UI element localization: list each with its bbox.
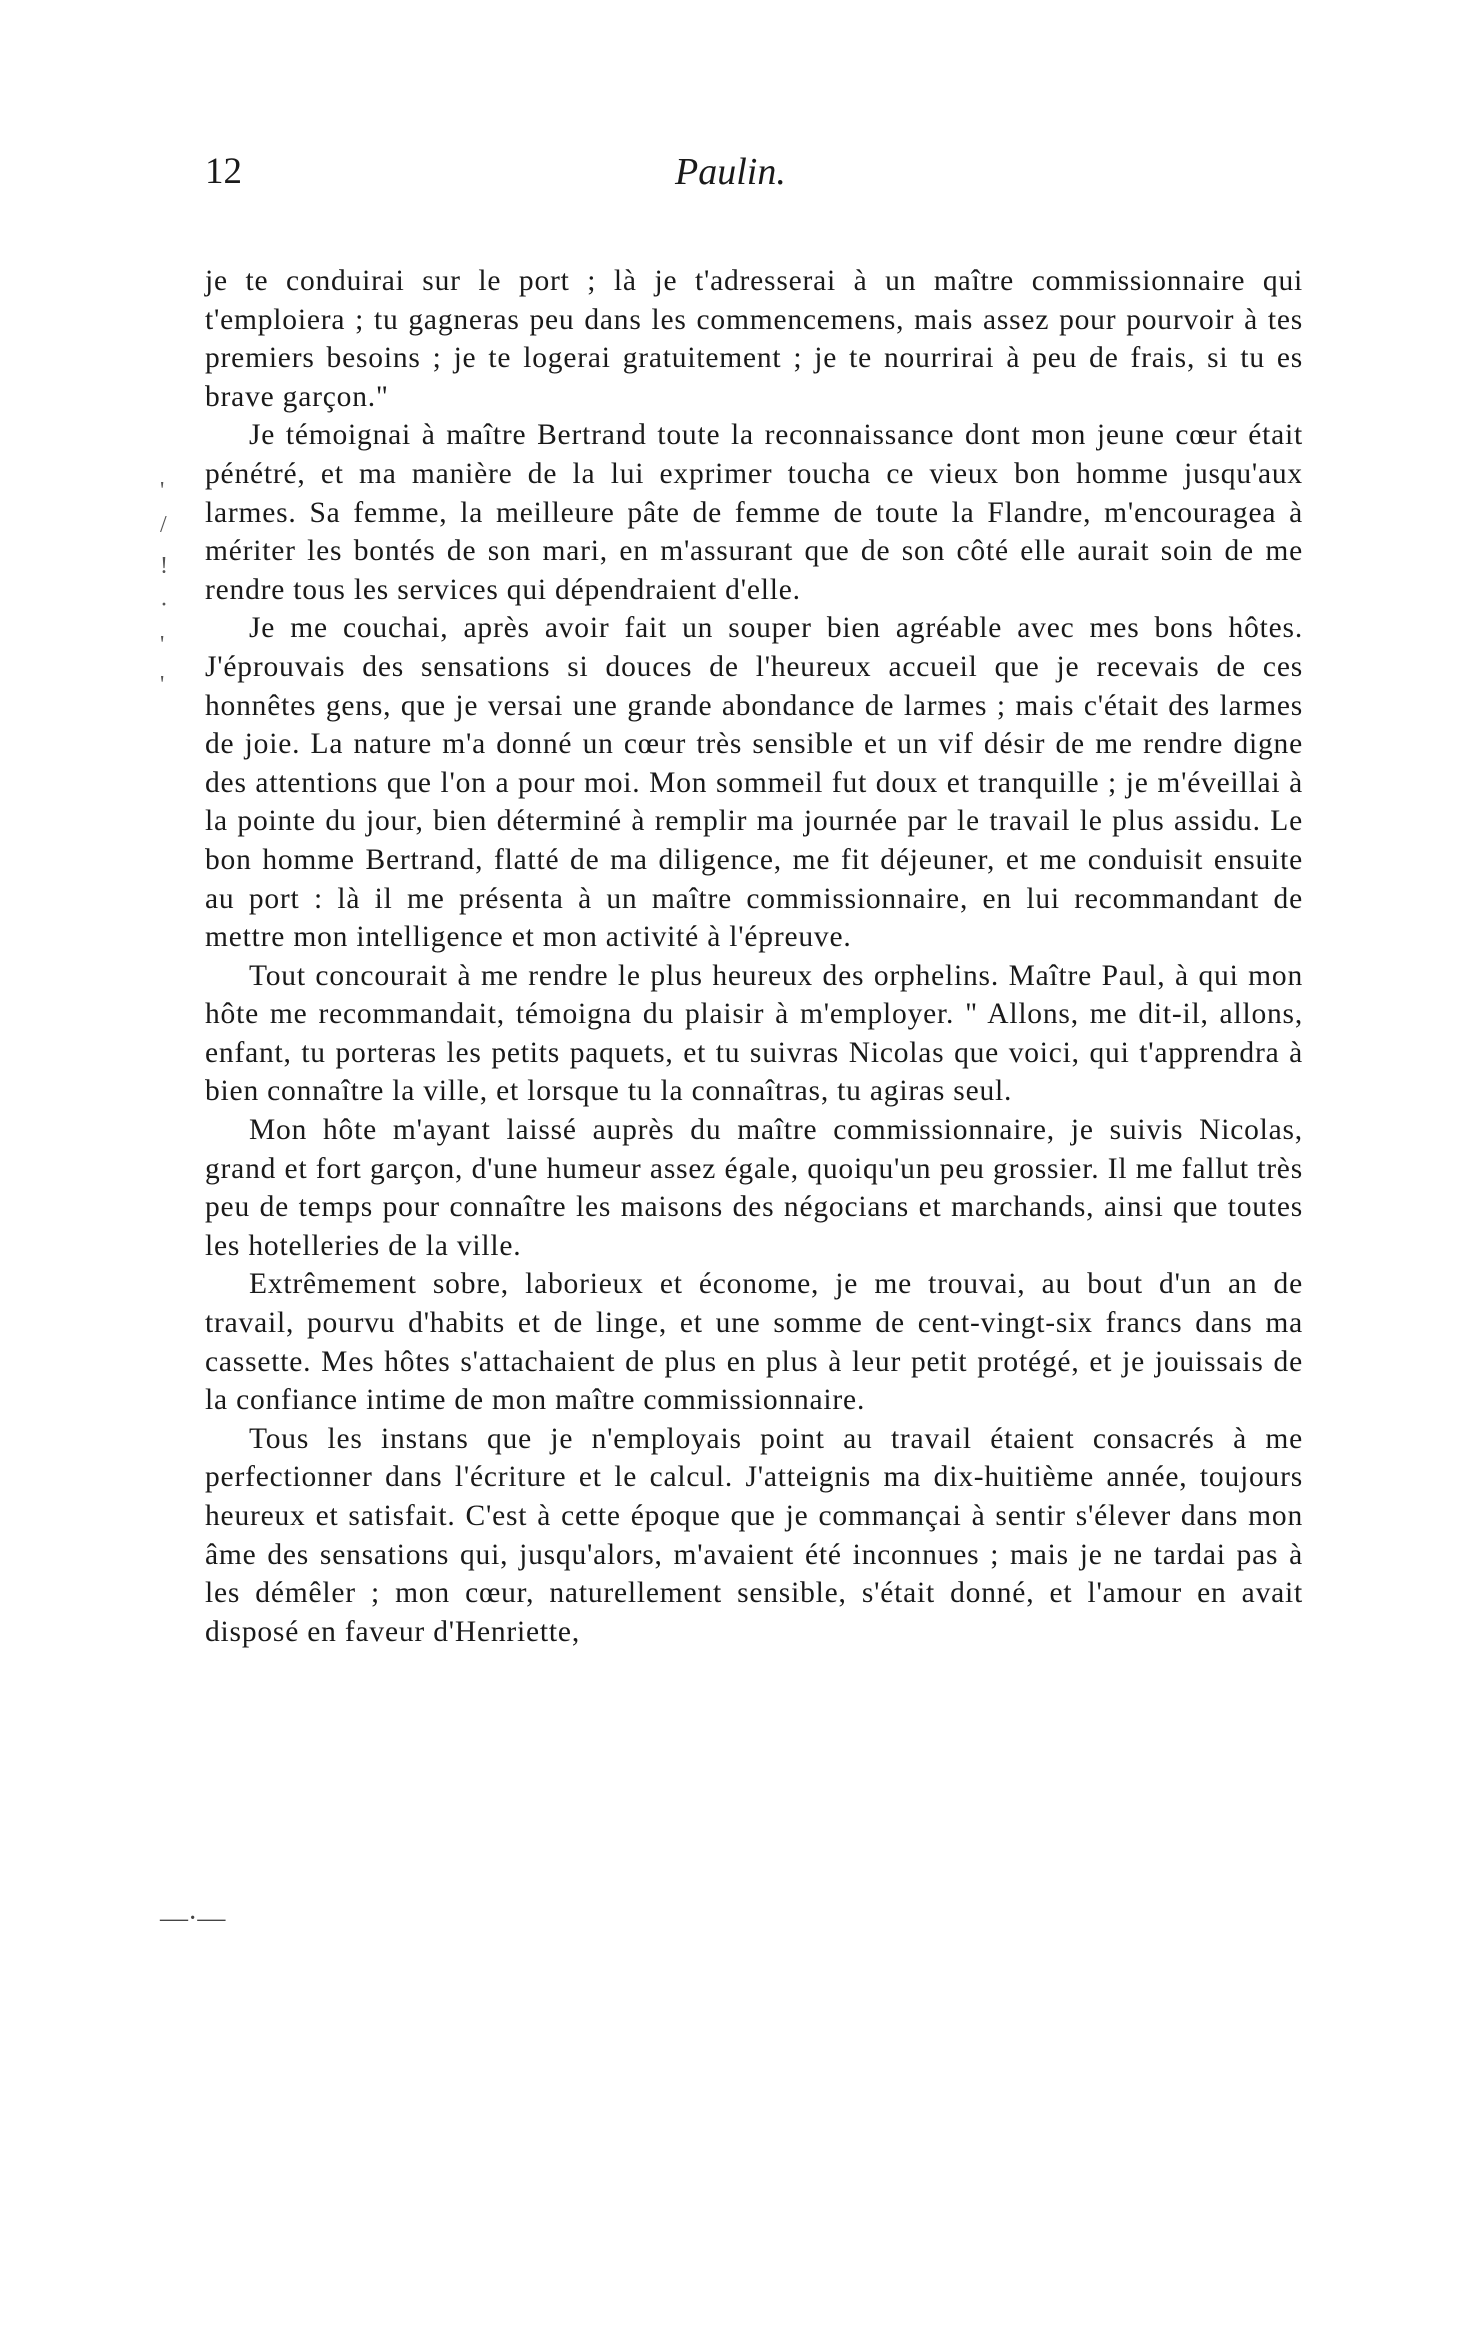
paragraph: je te conduirai sur le port ; là je t'adresserai à un maître commissionnaire qui t'emploiera ; tu gagneras peu dans les commencemens, mais assez pour pourvoir à tes premiers besoins ; je te logerai gratuitement ; je te nourrirai à peu de frais, si tu es brave garçon." [205,265,1303,413]
margin-mark: ' [160,478,165,504]
running-title: Paulin. [675,151,786,193]
page-number: 12 [205,151,242,192]
margin-mark: ' [160,632,165,658]
paragraph: Extrêmement sobre, laborieux et économe, je me trouvai, au bout d'un an de travail, pourvu d'habits et de linge, et une somme de cent-vingt-six francs dans ma cassette. Mes hôtes s'attachaient de plus en plus à leur petit protégé, et je jouissais de la confiance intime de mon maître commissionnaire. [205,1268,1303,1417]
margin-mark: · [160,592,168,618]
paragraph: Tout concourait à me rendre le plus heureux des orphelins. Maître Paul, à qui mon hôte me recommandait, témoigna du plaisir à m'employer. " Allons, me dit-il, allons, enfant, tu porteras les petits paquets, et tu suivras Nicolas que voici, qui t'apprendra à bien connaître la ville, et lorsque tu la connaîtras, tu agiras seul. [205,959,1303,1108]
page-header [205,150,1305,220]
margin-mark: ! [160,553,168,579]
paragraph: Mon hôte m'ayant laissé auprès du maître commissionnaire, je suivis Nicolas, grand et fort garçon, d'une humeur assez égale, quoiqu'un peu grossier. Il me fallut très peu de temps pour connaître les maisons des négocians et marchands, ainsi que toutes les hotelleries de la ville. [205,1114,1303,1262]
margin-dash: —·— [160,1903,226,1934]
paragraph: Tous les instans que je n'employais point au travail étaient consacrés à me perfectionner dans l'écriture et le calcul. J'atteignis ma dix-huitième année, toujours heureux et satisfait. C'est à cette époque que je commançai à sentir s'élever dans mon âme des sensations qui, jusqu'alors, m'avaient été inconnues ; mais je ne tardai pas à les démêler ; mon cœur, naturellement sensible, s'était donné, et l'amour en avait disposé en faveur d'Henriette, [205,1422,1303,1648]
body-text [205,262,1303,1651]
margin-mark: ' [160,672,165,698]
margin-mark: / [160,512,167,538]
paragraph: Je témoignai à maître Bertrand toute la reconnaissance dont mon jeune cœur était pénétré, et ma manière de la lui exprimer toucha ce vieux bon homme jusqu'aux larmes. Sa femme, la meilleure pâte de femme de toute la Flandre, m'encouragea à mériter les bontés de son mari, en m'assurant que de son côté elle aurait soin de me rendre tous les services qui dépendraient d'elle. [205,419,1303,606]
paragraph: Je me couchai, après avoir fait un souper bien agréable avec mes bons hôtes. J'éprouvais des sensations si douces de l'heureux accueil que je recevais de ces honnêtes gens, que je versai une grande abondance de larmes ; mais c'était des larmes de joie. La nature m'a donné un cœur très sensible et un vif désir de me rendre digne des attentions que l'on a pour moi. Mon sommeil fut doux et tranquille ; je m'éveillai à la pointe du jour, bien déterminé à remplir ma journée par le travail le plus assidu. Le bon homme Bertrand, flatté de ma diligence, me fit déjeuner, et me conduisit ensuite au port : là il me présenta à un maître commissionnaire, en lui recommandant de mettre mon intelligence et mon activité à l'épreuve. [205,612,1303,954]
